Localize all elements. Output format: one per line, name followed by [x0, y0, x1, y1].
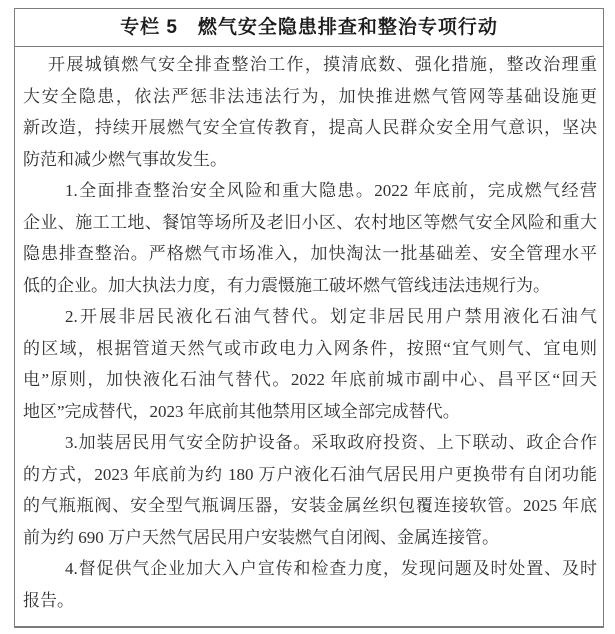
column-title: 专栏 5 燃气安全隐患排查和整治专项行动	[15, 9, 603, 47]
text-line: 电”原则，加快液化石油气替代。2022 年底前城市副中心、昌平区“回天	[23, 370, 597, 389]
text-line: 低的企业。加大执法力度，有力震慑施工破坏燃气管线违法违规行为。	[23, 275, 550, 295]
text-line: 1.全面排查整治安全风险和重大隐患。2022 年底前，完成燃气经营	[65, 181, 597, 200]
text-line: 的气瓶瓶阀、安全型气瓶调压器，安装金属丝织包覆连接软管。2025 年底	[23, 496, 597, 515]
text-line: 企业、施工工地、餐馆等场所及老旧小区、农村地区等燃气安全风险和重大	[23, 212, 597, 232]
text-line: 前为约 690 万户天然气居民用户安装燃气自闭阀、金属连接管。	[23, 527, 499, 547]
text-line: 大安全隐患，依法严惩非法违法行为，加快推进燃气管网等基础设施更	[23, 86, 597, 106]
text-line: 防范和减少燃气事故发生。	[23, 149, 227, 169]
column-body	[15, 47, 603, 616]
text-line: 的区域，根据管道天然气或市政电力入网条件，按照“宜气则气、宜电则	[23, 338, 597, 358]
column-box	[14, 8, 604, 628]
text-line: 2.开展非居民液化石油气替代。划定非居民用户禁用液化石油气	[65, 307, 597, 326]
text-line: 隐患排查整治。严格燃气市场准入，加快淘汰一批基础差、安全管理水平	[23, 244, 597, 263]
text-line: 3.加装居民用气安全防护设备。采取政府投资、上下联动、政企合作	[65, 433, 597, 452]
text-line: 的方式，2023 年底前为约 180 万户液化石油气居民用户更换带有自闭功能	[23, 464, 597, 484]
text-line: 地区”完成替代，2023 年底前其他禁用区域全部完成替代。	[23, 401, 460, 421]
text-line: 开展城镇燃气安全排查整治工作，摸清底数、强化措施，整改治理重	[48, 55, 597, 74]
text-line: 4.督促供气企业加大入户宣传和检查力度，发现问题及时处置、及时	[65, 559, 597, 578]
text-line: 报告。	[23, 590, 74, 610]
text-line: 新改造，持续开展燃气安全宣传教育，提高人民群众安全用气意识，坚决	[23, 118, 597, 137]
